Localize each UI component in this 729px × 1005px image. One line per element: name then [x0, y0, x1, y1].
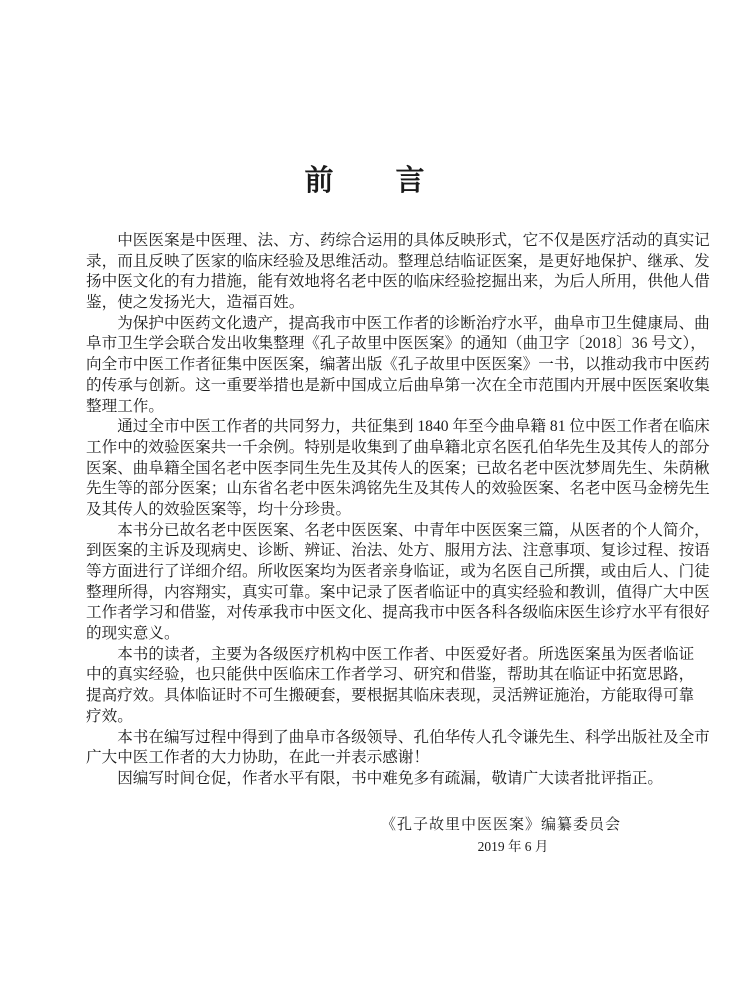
- paragraph-line: 为保护中医药文化遗产，提高我市中医工作者的诊断治疗水平，曲阜市卫生健康局、曲: [117, 314, 710, 332]
- paragraph-line: 提高疗效。具体临证时不可生搬硬套，要根据其临床表现，灵活辨证施治，方能取得可靠: [86, 687, 695, 705]
- paragraph-line: 广大中医工作者的大力协助，在此一并表示感谢！: [86, 749, 430, 767]
- paragraph-line: 等方面进行了详细介绍。所收医案均为医者亲身临证，或为名医自己所撰，或由后人、门徒: [86, 563, 710, 580]
- paragraph-line: 医案、曲阜籍全国名老中医李同生先生及其传人的医案；已故名老中医沈梦周先生、朱荫楸: [86, 459, 710, 477]
- paragraph-line: 疗效。: [86, 707, 133, 725]
- paragraph-line: 本书在编写过程中得到了曲阜市各级领导、孔伯华传人孔令谦先生、科学出版社及全市: [117, 728, 710, 746]
- paragraph-line: 整理所得，内容翔实，真实可靠。案中记录了医者临证中的真实经验和教训，值得广大中医: [86, 583, 710, 601]
- paragraph-line: 扬中医文化的有力措施，能有效地将名老中医的临床经验挖掘出来，为后人所用，供他人借: [86, 273, 710, 291]
- paragraph: [86, 417, 710, 520]
- paragraph-line: 中的真实经验，也只能供中医临床工作者学习、研究和借鉴，帮助其在临证中拓宽思路，: [86, 666, 695, 684]
- paragraph: [86, 645, 695, 728]
- page-title-char: 前: [304, 165, 334, 197]
- paragraph-line: 因编写时间仓促，作者水平有限，书中难免多有疏漏，敬请广大读者批评指正。: [117, 769, 663, 787]
- paragraph-line: 及其传人的效验医案等，均十分珍贵。: [86, 500, 352, 518]
- paragraph-line: 本书的读者，主要为各级医疗机构中医工作者、中医爱好者。所选医案虽为医者临证: [117, 645, 695, 663]
- paragraph: [86, 728, 710, 769]
- signature: 《孔子故里中医医案》编纂委员会: [380, 817, 621, 833]
- paragraph-line: 工作者学习和借鉴，对传承我市中医文化、提高我市中医各科各级临床医生诊疗水平有很好: [86, 604, 710, 622]
- paragraph-line: 阜市卫生学会联合发出收集整理《孔子故里中医医案》的通知（曲卫字〔2018〕36 号文），: [86, 335, 706, 353]
- date: 2019 年 6 月: [477, 839, 549, 854]
- paragraph-line: 鉴，使之发扬光大，造福百姓。: [86, 294, 305, 312]
- paragraph-line: 录，而且反映了医家的临床经验及思维活动。整理总结临证医案，是更好地保护、继承、发: [86, 252, 710, 270]
- paragraph: [86, 231, 710, 314]
- paragraph-line: 先生等的部分医案；山东省名老中医朱鸿铭先生及其传人的效验医案、名老中医马金榜先生: [86, 480, 710, 498]
- paragraph: [86, 769, 663, 790]
- preface-body: [86, 231, 710, 790]
- paragraph-line: 工作中的效验医案共一千余例。特别是收集到了曲阜籍北京名医孔伯华先生及其传人的部分: [86, 438, 710, 456]
- paragraph-line: 通过全市中医工作者的共同努力，共征集到 1840 年至今曲阜籍 81 位中医工作者在临床: [117, 418, 710, 436]
- paragraph-line: 本书分已故名老中医医案、名老中医医案、中青年中医医案三篇，从医者的个人简介，: [117, 521, 710, 539]
- paragraph-line: 中医医案是中医理、法、方、药综合运用的具体反映形式，它不仅是医疗活动的真实记: [117, 232, 710, 249]
- paragraph-line: 整理工作。: [86, 397, 164, 415]
- paragraph-line: 的传承与创新。这一重要举措也是新中国成立后曲阜第一次在全市范围内开展中医医案收集: [86, 376, 710, 394]
- paragraph-line: 向全市中医工作者征集中医医案，编著出版《孔子故里中医医案》一书，以推动我市中医药: [86, 356, 710, 374]
- paragraph-line: 到医案的主诉及现病史、诊断、辨证、治法、处方、服用方法、注意事项、复诊过程、按语: [86, 542, 710, 560]
- paragraph: [86, 314, 710, 417]
- paragraph-line: 的现实意义。: [86, 625, 180, 643]
- paragraph: [86, 521, 710, 645]
- page-title-char: 言: [395, 165, 425, 197]
- page-title: [0, 158, 729, 199]
